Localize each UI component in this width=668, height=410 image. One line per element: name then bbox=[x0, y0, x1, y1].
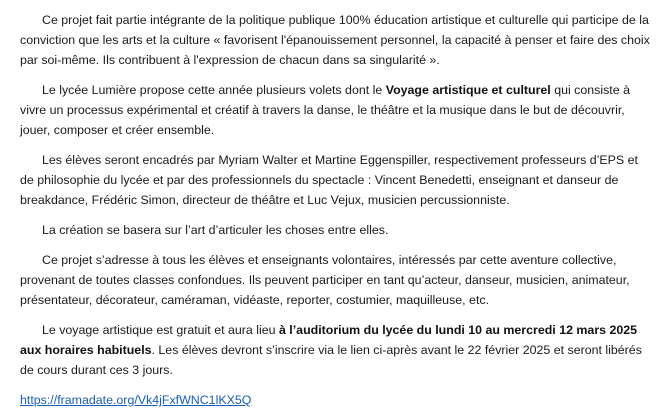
paragraph-logistics-start: Le voyage artistique est gratuit et aura lieu bbox=[42, 323, 279, 337]
paragraph-logistics-end: . Les élèves devront s’inscrire via le lien ci-après avant le 22 février 2025 et seront libérés de cours durant ces 3 jours. bbox=[20, 343, 642, 377]
paragraph-program-end: qui consiste à vivre un processus expérimental et créatif à travers la danse, le théâtre et la musique dans le but de découvrir, jouer, composer et créer ensemble. bbox=[20, 83, 630, 137]
paragraph-creation: La création se basera sur l’art d’articuler les choses entre elles. bbox=[42, 223, 389, 237]
paragraph-intro: Ce projet fait partie intégrante de la politique publique 100% éducation artistique et culturelle qui participe de la conviction que les arts et la culture « favorisent l'épanouissement personnel, la capacité à penser et faire des choix par soi-même. Ils contribuent à l'expression de chacun dans sa singularité ». bbox=[20, 13, 650, 67]
document-body bbox=[20, 10, 650, 410]
paragraph-program bbox=[20, 80, 650, 140]
program-name-highlight: Voyage artistique et culturel bbox=[385, 83, 551, 97]
paragraph-logistics bbox=[20, 320, 650, 380]
event-dates-highlight: à l’auditorium du lycée du lundi 10 au mercredi 12 mars 2025 aux horaires habituels bbox=[20, 323, 638, 357]
paragraph-program-start: Le lycée Lumière propose cette année plusieurs volets dont le bbox=[42, 83, 386, 97]
paragraph-audience: Ce projet s’adresse à tous les élèves et enseignants volontaires, intéressés par cette aventure collective, provenant de toutes classes confondues. Ils peuvent participer en tant qu’acteur, danseur, musicien, animateur, présentateur, décorateur, caméraman, vidéaste, reporter, costumier, maquilleuse, etc. bbox=[20, 253, 630, 307]
registration-link-line bbox=[20, 390, 650, 410]
paragraph-supervisors: Les élèves seront encadrés par Myriam Walter et Martine Eggenspiller, respectivement professeurs d’EPS et de philosophie du lycée et par des professionnels du spectacle : Vincent Benedetti, enseignant et danseur de breakdance, Frédéric Simon, directeur de théâtre et Luc Vejux, musicien percussionniste. bbox=[20, 153, 638, 207]
registration-link[interactable]: https://framadate.org/Vk4jFxfWNC1lKX5Q bbox=[20, 393, 252, 407]
